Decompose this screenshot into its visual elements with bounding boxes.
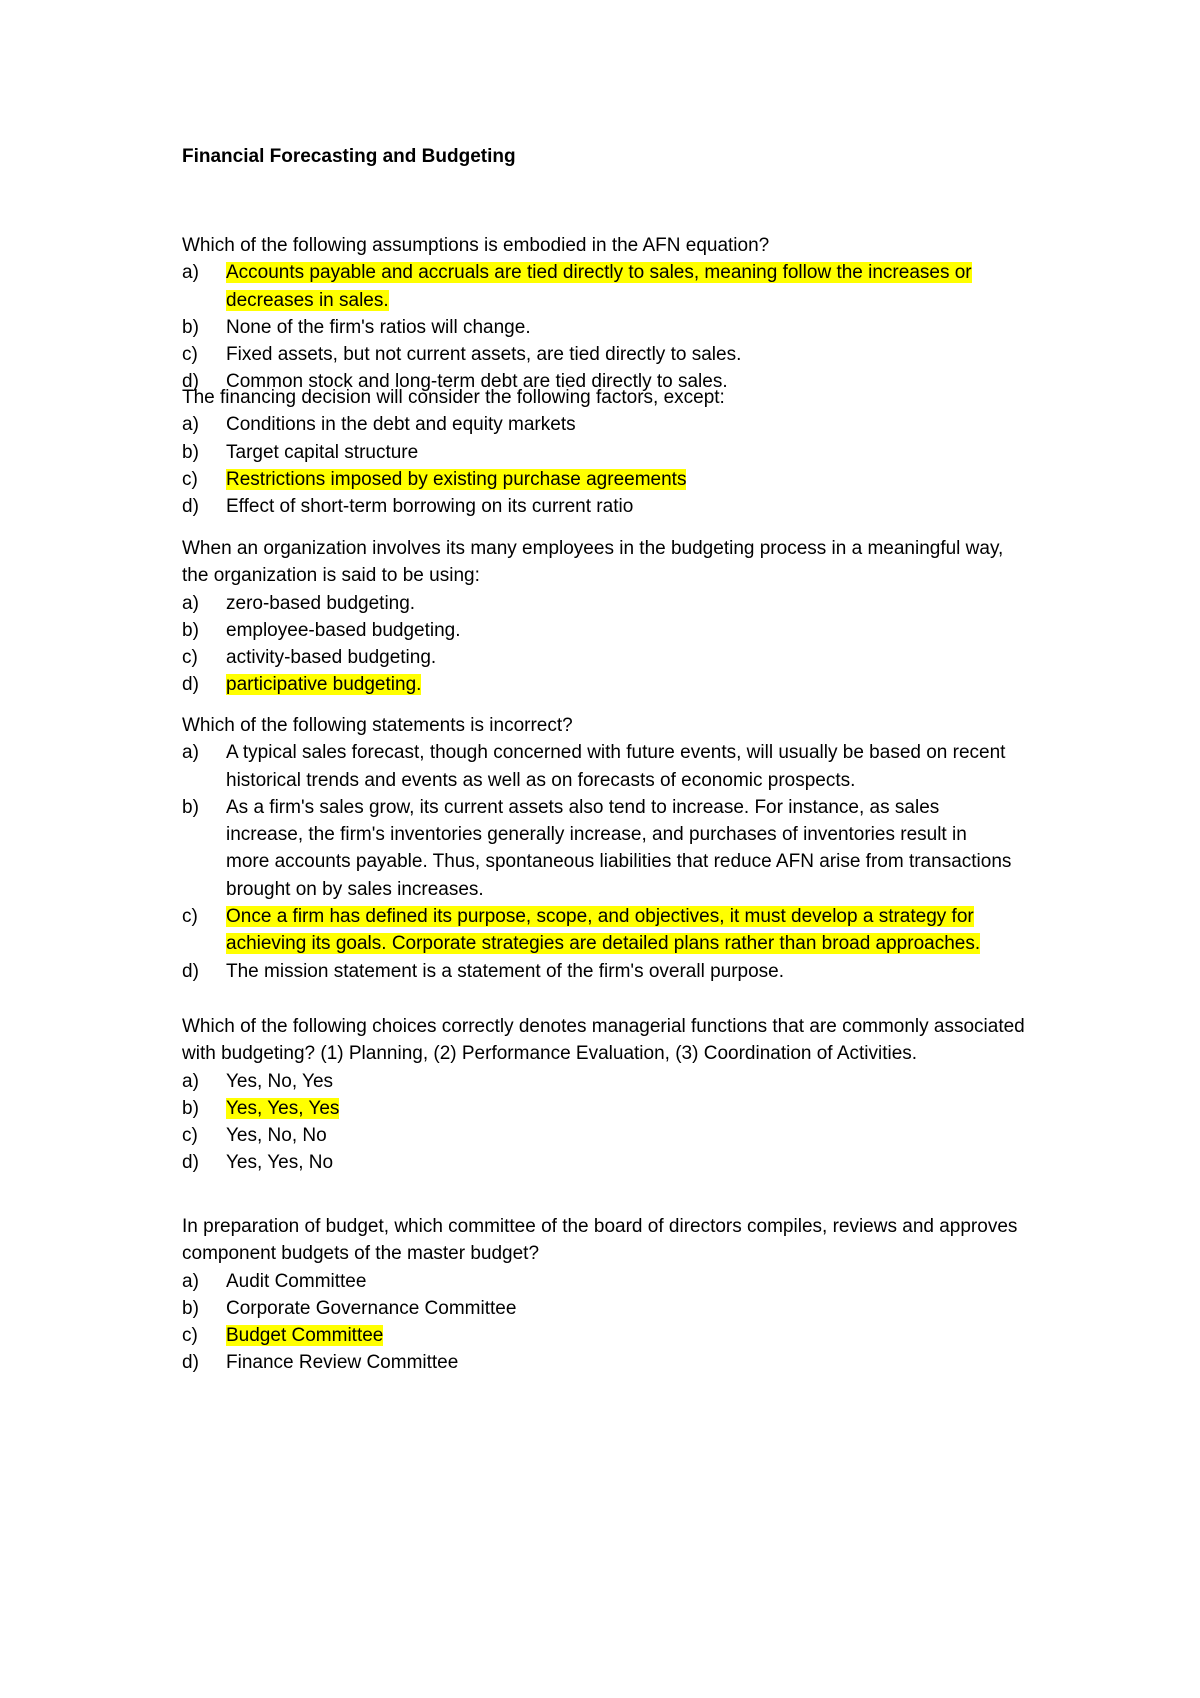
answer-option (182, 1149, 1032, 1176)
answer-option (182, 1295, 1032, 1322)
option-text-wrap (226, 590, 1032, 617)
option-text-wrap (226, 259, 1032, 314)
option-text: activity-based budgeting. (226, 647, 437, 669)
option-text: Yes, No, No (226, 1125, 327, 1147)
option-letter: c) (182, 906, 198, 928)
option-text-wrap (226, 958, 1032, 985)
option-letter: b) (182, 1097, 199, 1119)
document-title: Financial Forecasting and Budgeting (182, 146, 516, 167)
option-letter: c) (182, 1325, 198, 1347)
option-text: The mission statement is a statement of the firm's overall purpose. (226, 960, 785, 982)
option-letter: a) (182, 742, 199, 764)
option-text: Effect of short-term borrowing on its current ratio (226, 496, 634, 518)
option-letter: c) (182, 344, 198, 366)
option-text-wrap (226, 617, 1032, 644)
option-text-wrap (226, 466, 1032, 493)
option-letter: b) (182, 1297, 199, 1319)
option-text-wrap (226, 411, 1032, 438)
option-text: Fixed assets, but not current assets, are tied directly to sales. (226, 344, 742, 366)
option-letter: b) (182, 316, 199, 338)
option-text-wrap (226, 671, 1032, 698)
answer-option (182, 1268, 1032, 1295)
highlighted-answer-text: Once a firm has defined its purpose, scope, and objectives, it must develop a strategy for achieving its goals. Corporate strategies are detailed plans rather than broad approaches. (226, 906, 981, 955)
option-text: zero-based budgeting. (226, 592, 416, 614)
answer-option (182, 1349, 1032, 1376)
answer-option (182, 958, 1032, 985)
option-letter: b) (182, 796, 199, 818)
answer-option (182, 259, 1032, 314)
answer-option (182, 466, 1032, 493)
option-text: Corporate Governance Committee (226, 1297, 517, 1319)
answer-option (182, 314, 1032, 341)
answer-option (182, 411, 1032, 438)
question-5 (182, 1013, 1032, 1177)
option-text: Finance Review Committee (226, 1352, 459, 1374)
option-text-wrap (226, 1268, 1032, 1295)
option-letter: d) (182, 1352, 199, 1374)
answer-option (182, 1122, 1032, 1149)
question-1 (182, 232, 1032, 396)
answer-option (182, 590, 1032, 617)
highlighted-answer-text: Budget Committee (226, 1325, 384, 1347)
option-letter: a) (182, 592, 199, 614)
option-letter: a) (182, 414, 199, 436)
option-text-wrap (226, 1295, 1032, 1322)
highlighted-answer-text: Yes, Yes, Yes (226, 1097, 340, 1119)
option-text: employee-based budgeting. (226, 619, 461, 641)
answer-option (182, 439, 1032, 466)
answer-option (182, 617, 1032, 644)
option-letter: b) (182, 619, 199, 641)
option-text: A typical sales forecast, though concerned with future events, will usually be based on recent historical trends and events as well as on forecasts of economic prospects. (226, 742, 1006, 791)
option-text-wrap (226, 1322, 1032, 1349)
question-2 (182, 384, 1032, 520)
answer-option (182, 1095, 1032, 1122)
answer-option (182, 671, 1032, 698)
option-letter: a) (182, 1070, 199, 1092)
question-text: When an organization involves its many employees in the budgeting process in a meaningful way, the organization is said to be using: (182, 538, 1004, 587)
answer-option (182, 1322, 1032, 1349)
answer-option (182, 493, 1032, 520)
option-text: Conditions in the debt and equity markets (226, 414, 576, 436)
option-text: Yes, Yes, No (226, 1152, 334, 1174)
option-letter: d) (182, 496, 199, 518)
answer-option (182, 644, 1032, 671)
option-letter: d) (182, 674, 199, 696)
option-text-wrap (226, 314, 1032, 341)
answer-option (182, 1068, 1032, 1095)
highlighted-answer-text: participative budgeting. (226, 674, 422, 696)
option-text-wrap (226, 739, 1032, 794)
question-text: In preparation of budget, which committee of the board of directors compiles, reviews and approves component budgets of the master budget? (182, 1216, 1018, 1265)
option-letter: a) (182, 262, 199, 284)
question-6 (182, 1213, 1032, 1377)
answer-option (182, 903, 1032, 958)
question-4 (182, 712, 1032, 985)
highlighted-answer-text: Restrictions imposed by existing purchase agreements (226, 468, 687, 490)
answer-option (182, 739, 1032, 794)
answer-option (182, 341, 1032, 368)
option-letter: d) (182, 960, 199, 982)
option-letter: b) (182, 441, 199, 463)
answer-option (182, 794, 1032, 903)
question-text: The financing decision will consider the following factors, except: (182, 387, 725, 408)
option-text: As a firm's sales grow, its current assets also tend to increase. For instance, as sales increase, the firm's inventories generally increase, and purchases of inventories result in more accounts payable. Thus, spontaneous liabilities that reduce AFN arise from transactions brought on by sales increases. (226, 796, 1012, 900)
option-text-wrap (226, 1095, 1032, 1122)
option-text: Common stock and long-term debt are tied directly to sales. (226, 371, 728, 393)
option-text: None of the firm's ratios will change. (226, 316, 531, 338)
question-text: Which of the following assumptions is embodied in the AFN equation? (182, 235, 770, 256)
question-text: Which of the following choices correctly denotes managerial functions that are commonly associated with budgeting? (1) Planning, (2) Performance Evaluation, (3) Coordination of Activities. (182, 1016, 1025, 1065)
option-text-wrap (226, 1122, 1032, 1149)
option-letter: c) (182, 1125, 198, 1147)
question-3 (182, 535, 1032, 699)
option-text-wrap (226, 1068, 1032, 1095)
option-text-wrap (226, 493, 1032, 520)
option-text-wrap (226, 1149, 1032, 1176)
option-letter: d) (182, 371, 199, 393)
option-text: Audit Committee (226, 1270, 367, 1292)
option-text-wrap (226, 439, 1032, 466)
option-text: Target capital structure (226, 441, 419, 463)
question-text: Which of the following statements is incorrect? (182, 715, 573, 736)
option-letter: c) (182, 647, 198, 669)
option-text: Yes, No, Yes (226, 1070, 334, 1092)
option-text-wrap (226, 341, 1032, 368)
highlighted-answer-text: Accounts payable and accruals are tied directly to sales, meaning follow the increases or decreases in sales. (226, 262, 972, 311)
option-letter: c) (182, 468, 198, 490)
option-letter: a) (182, 1270, 199, 1292)
option-text-wrap (226, 644, 1032, 671)
option-text-wrap (226, 794, 1032, 903)
option-text-wrap (226, 1349, 1032, 1376)
option-letter: d) (182, 1152, 199, 1174)
option-text-wrap (226, 903, 1032, 958)
